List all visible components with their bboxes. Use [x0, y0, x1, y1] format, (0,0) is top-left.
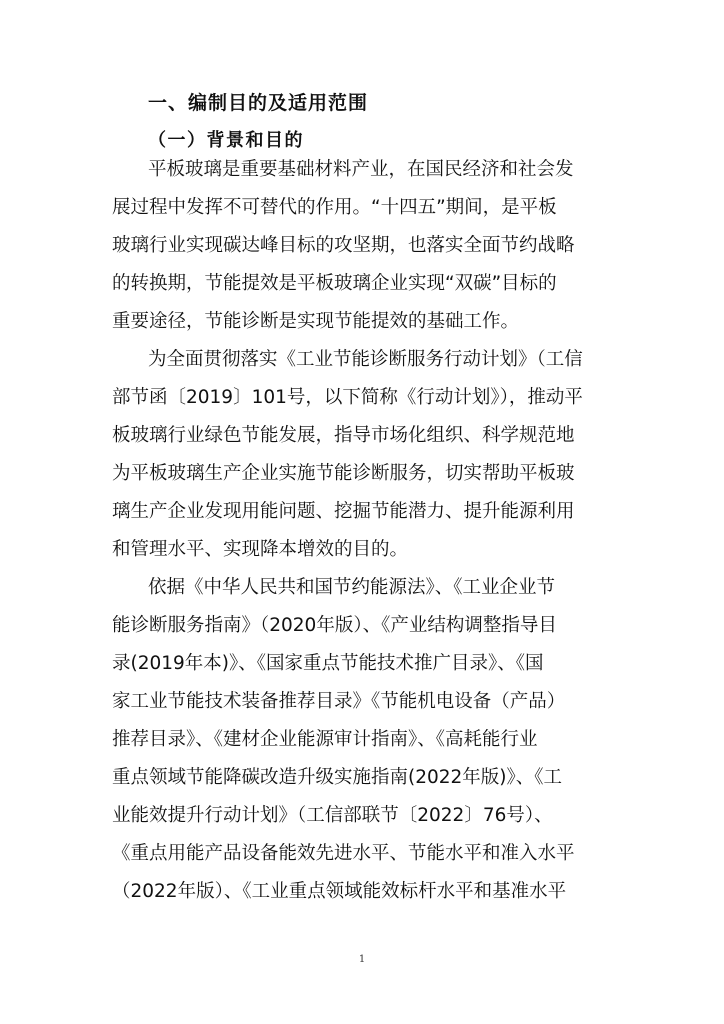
- paragraph-line: 重点领域节能降碳改造升级实施指南(2022年版)》、《工: [112, 767, 563, 788]
- paragraph-line: 能诊断服务指南》（2020年版）、《产业结构调整指导目: [112, 615, 557, 636]
- paragraph-line: 业能效提升行动计划》（工信部联节〔2022〕76号）、: [112, 805, 553, 826]
- subsection-heading: （一）背景和目的: [148, 130, 304, 151]
- paragraph-line: 依据《中华人民共和国节约能源法》、《工业企业节: [148, 577, 556, 598]
- paragraph-line: 《重点用能产品设备能效先进水平、节能水平和准入水平: [112, 843, 575, 864]
- paragraph-line: 的转换期，节能提效是平板玻璃企业实现“双碳”目标的: [112, 273, 557, 294]
- paragraph-line: 为全面贯彻落实《工业节能诊断服务行动计划》（工信: [148, 349, 583, 370]
- paragraph-line: 玻璃行业实现碳达峰目标的攻坚期，也落实全面节约战略: [112, 235, 575, 256]
- paragraph-line: 平板玻璃是重要基础材料产业，在国民经济和社会发: [148, 159, 574, 180]
- paragraph-line: （2022年版）、《工业重点领域能效标杆水平和基准水平: [112, 881, 567, 902]
- paragraph-line: 重要途径，节能诊断是实现节能提效的基础工作。: [112, 311, 520, 332]
- paragraph-line: 为平板玻璃生产企业实施节能诊断服务，切实帮助平板玻: [112, 463, 575, 484]
- paragraph-line: 板玻璃行业绿色节能发展，指导市场化组织、科学规范地: [112, 425, 575, 446]
- section-heading: 一、编制目的及适用范围: [148, 92, 369, 114]
- page-number: 1: [358, 954, 366, 965]
- paragraph-line: 家工业节能技术装备推荐目录》《节能机电设备（产品）: [112, 691, 566, 712]
- paragraph-line: 录(2019年本)》、《国家重点节能技术推广目录》、《国: [112, 653, 544, 674]
- paragraph-line: 部节函〔2019〕101号，以下简称《行动计划》），推动平: [112, 387, 583, 408]
- paragraph-line: 推荐目录》、《建材企业能源审计指南》、《高耗能行业: [112, 729, 538, 750]
- paragraph-line: 展过程中发挥不可替代的作用。“十四五”期间，是平板: [112, 197, 557, 218]
- paragraph-line: 和管理水平、实现降本增效的目的。: [112, 539, 409, 560]
- paragraph-line: 璃生产企业发现用能问题、挖掘节能潜力、提升能源利用: [112, 501, 575, 522]
